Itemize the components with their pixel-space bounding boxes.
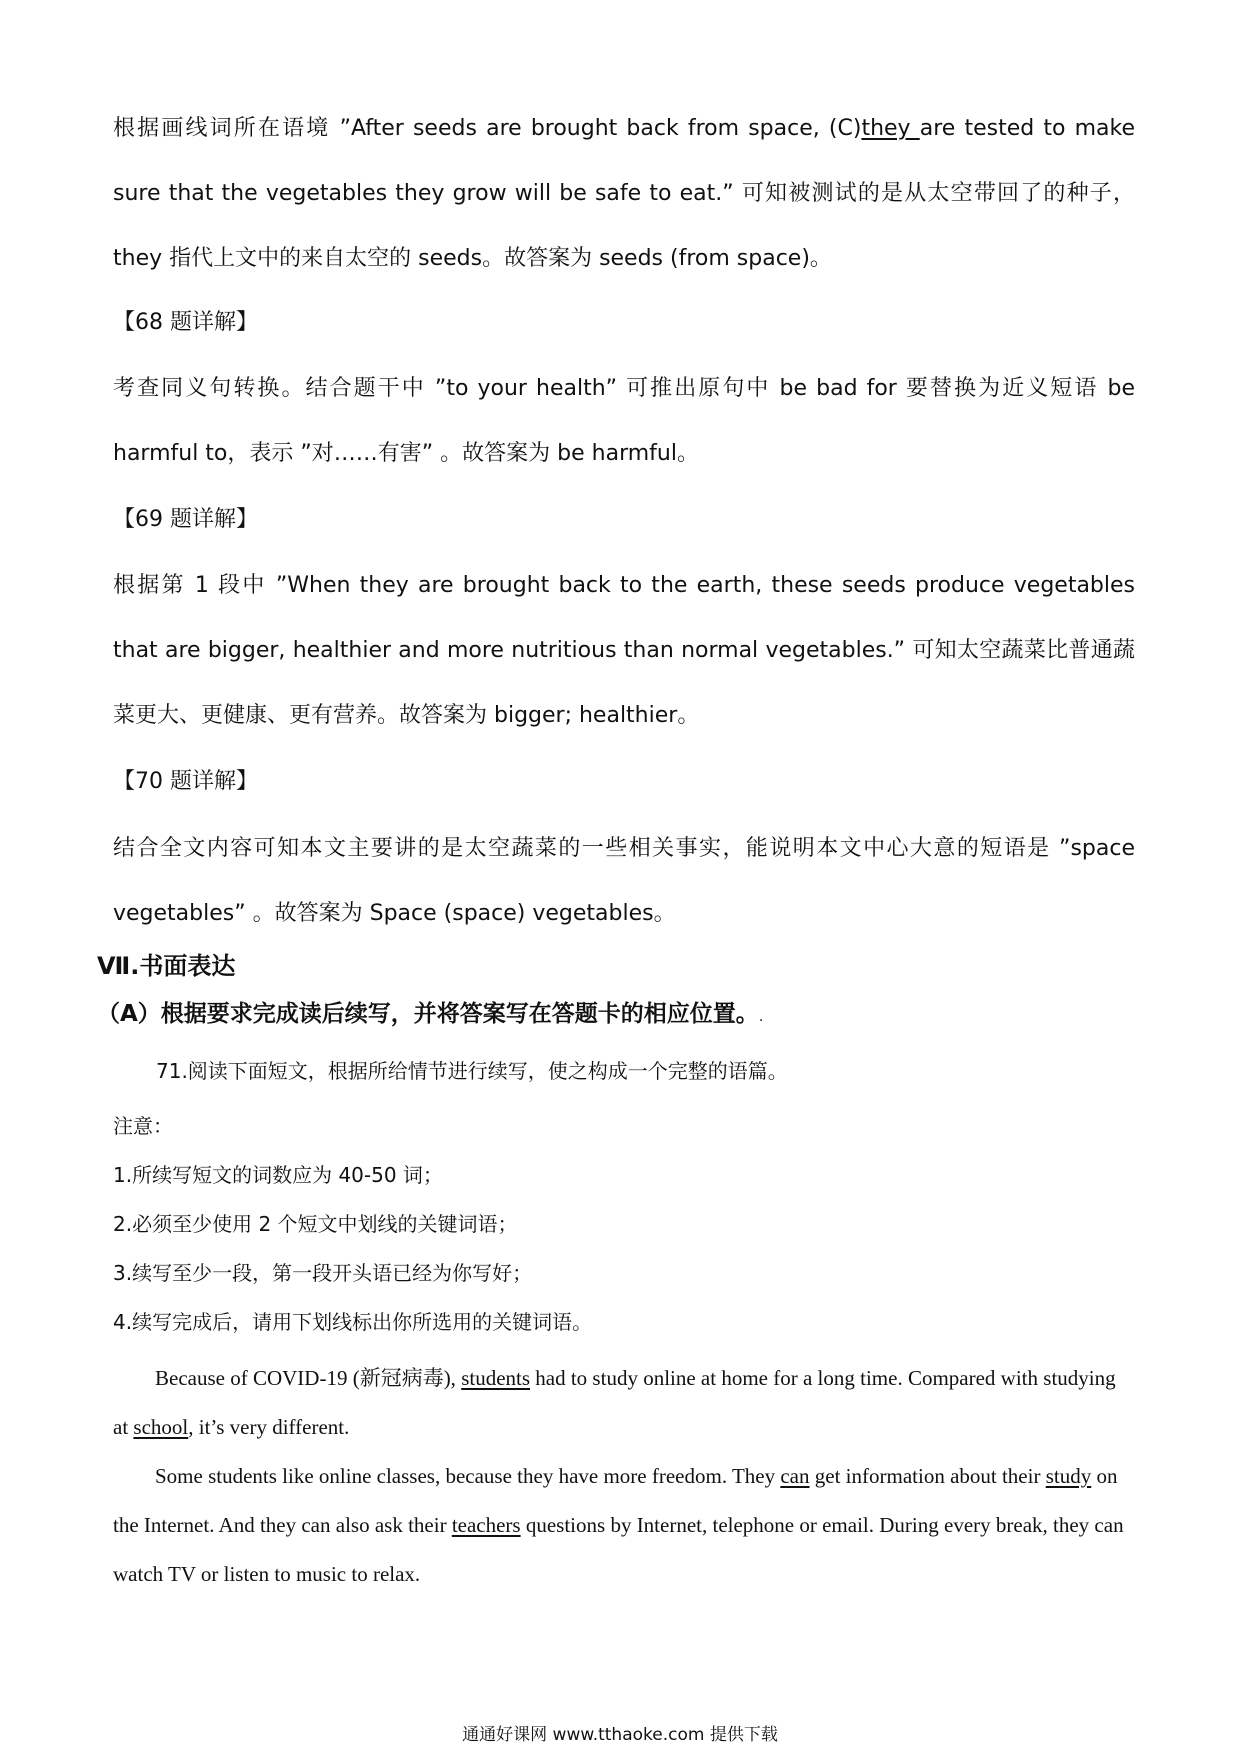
passage-paragraph-1 [113, 1354, 1135, 1452]
keyword-students: students [461, 1366, 531, 1390]
passage-p2-text-d: questions by Internet, telephone or email. During every break, they can watch TV or listen to music to relax. [113, 1513, 1124, 1586]
passage-p1-text-a: Because of COVID-19 (新冠病毒), [155, 1366, 462, 1390]
passage-p1-text-b: had to study online at home for a long time. Compared with studying at [113, 1366, 1116, 1439]
keyword-can: can [780, 1464, 810, 1488]
passage-p2-text-b: get information about their [809, 1464, 1046, 1488]
note-2: 2.必须至少使用 2 个短文中划线的关键词语； [113, 1212, 518, 1236]
q69-heading: 【69 题详解】 [113, 507, 258, 532]
page-footer: 通通好课网 www.tthaoke.com 提供下载 [462, 1725, 778, 1745]
note-1: 1.所续写短文的词数应为 40-50 词； [113, 1163, 443, 1187]
task-title-text: （A）根据要求完成读后续写，并将答案写在答题卡的相应位置。 [97, 1001, 759, 1027]
q68-explanation: 考查同义句转换。结合题干中 ”to your health” 可推出原句中 be bad for 要替换为近义短语 be harmful to，表示 ”对……有害” 。故答案为 be harmful。 [113, 376, 1135, 466]
q67-explanation [113, 96, 1135, 291]
passage-p1-text-c: , it’s very different. [188, 1415, 350, 1439]
q70-explanation: 结合全文内容可知本文主要讲的是太空蔬菜的一些相关事实，能说明本文中心大意的短语是 ”space vegetables” 。故答案为 Space (space) vegetables。 [113, 836, 1135, 926]
notes-heading: 注意： [113, 1114, 173, 1138]
q67-underlined-word: they [861, 116, 920, 141]
section-title: Ⅶ.书面表达 [97, 952, 236, 980]
q67-text-start: 根据画线词所在语境 ”After seeds are brought back from space, (C) [113, 116, 862, 141]
keyword-study: study [1045, 1464, 1092, 1488]
note-3: 3.续写至少一段，第一段开头语已经为你写好； [113, 1261, 533, 1285]
q69-explanation: 根据第 1 段中 ”When they are brought back to the earth, these seeds produce vegetables that are bigger, healthier and more nutritious than normal vegetables.” 可知太空蔬菜比普通蔬菜更大、更健康、更有营养。故答案为 bigger; healthier。 [113, 573, 1135, 728]
task-prompt: 71.阅读下面短文，根据所给情节进行续写，使之构成一个完整的语篇。 [156, 1059, 788, 1083]
keyword-school: school [133, 1415, 189, 1439]
passage-p2-text-c: on the Internet. And they can also ask their [113, 1464, 1118, 1537]
q67-text-end: are tested to make sure that the vegetables they grow will be safe to eat.” 可知被测试的是从太空带回了的种子，they 指代上文中的来自太空的 seeds。故答案为 seeds (from space)。 [113, 116, 1135, 271]
q68-heading: 【68 题详解】 [113, 310, 258, 335]
task-title [97, 998, 763, 1033]
note-4: 4.续写完成后，请用下划线标出你所选用的关键词语。 [113, 1310, 593, 1334]
passage-paragraph-2 [113, 1452, 1135, 1599]
task-title-trailer: . [758, 1009, 764, 1025]
q70-heading: 【70 题详解】 [113, 769, 258, 794]
keyword-teachers: teachers [451, 1513, 521, 1537]
passage-p2-text-a: Some students like online classes, because they have more freedom. They [155, 1464, 781, 1488]
